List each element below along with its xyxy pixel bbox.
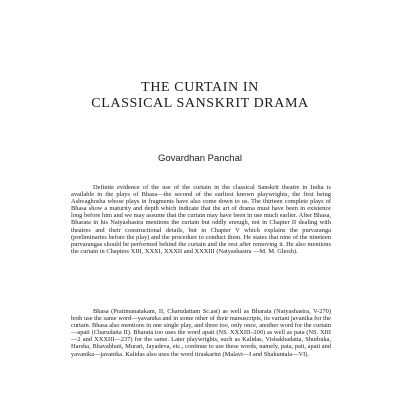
article-title-line-2: CLASSICAL SANSKRIT DRAMA — [91, 96, 309, 111]
body-paragraph-2: Bhasa (Pratimanatakam, II, Charudattam Sc.ast) as well as Bharata (Natyashastra, V-270) both use the same word—yavanika and in some other of their manuscripts, its variant javanika for the curtain. Bhasa also mentions in one single play, and three too, only once, another word for the curtain—apati (Charudatta II). Bharata too uses the word apati (NS. XXXIII–200) as well as pata (NS. XIII—2 and XXXIII—237) for the same. Later playwrights, such as Kalidas, Vishakhadatta, Shudraka, Harsha, Bhavabhuti, Murari, Jayadeva, etc., continue to use these words, namely, pata, pati, apati and yavanika—javanika. Kalidas also uses the word tiraskarini (Malavi—I and Shakuntala—VI). — [71, 308, 331, 358]
article-title-line-1: THE CURTAIN IN — [141, 80, 259, 95]
body-paragraph-1: Definite evidence of the use of the curtain in the classical Sanskrit theatre in India is available in the plays of Bhasa—the second of the earliest known playwrights, the first being Ashvaghosha whose plays in fragments have also come down to us. The thirteen complete plays of Bhasa show a maturity and depth which indicate that the art of drama must have been in existence long before him and we may assume that the curtain may have been in use much earlier. After Bhasa, Bharata in his Natyashastra mentions the curtain but oddly enough, not in Chapter II dealing with theatres and their constructional details, but in Chapter V which explains the purvaranga (preliminaries before the play) and the procedure to conduct them. He states that nine of the nineteen purvarangas should be performed behind the curtain and the rest after removing it. He also mentions the curtain in Chapters XIII, XXXI, XXXII and XXXIII (Natyashastra —M. M. Ghosh). — [71, 184, 331, 255]
author-name: Govardhan Panchal — [158, 153, 242, 164]
